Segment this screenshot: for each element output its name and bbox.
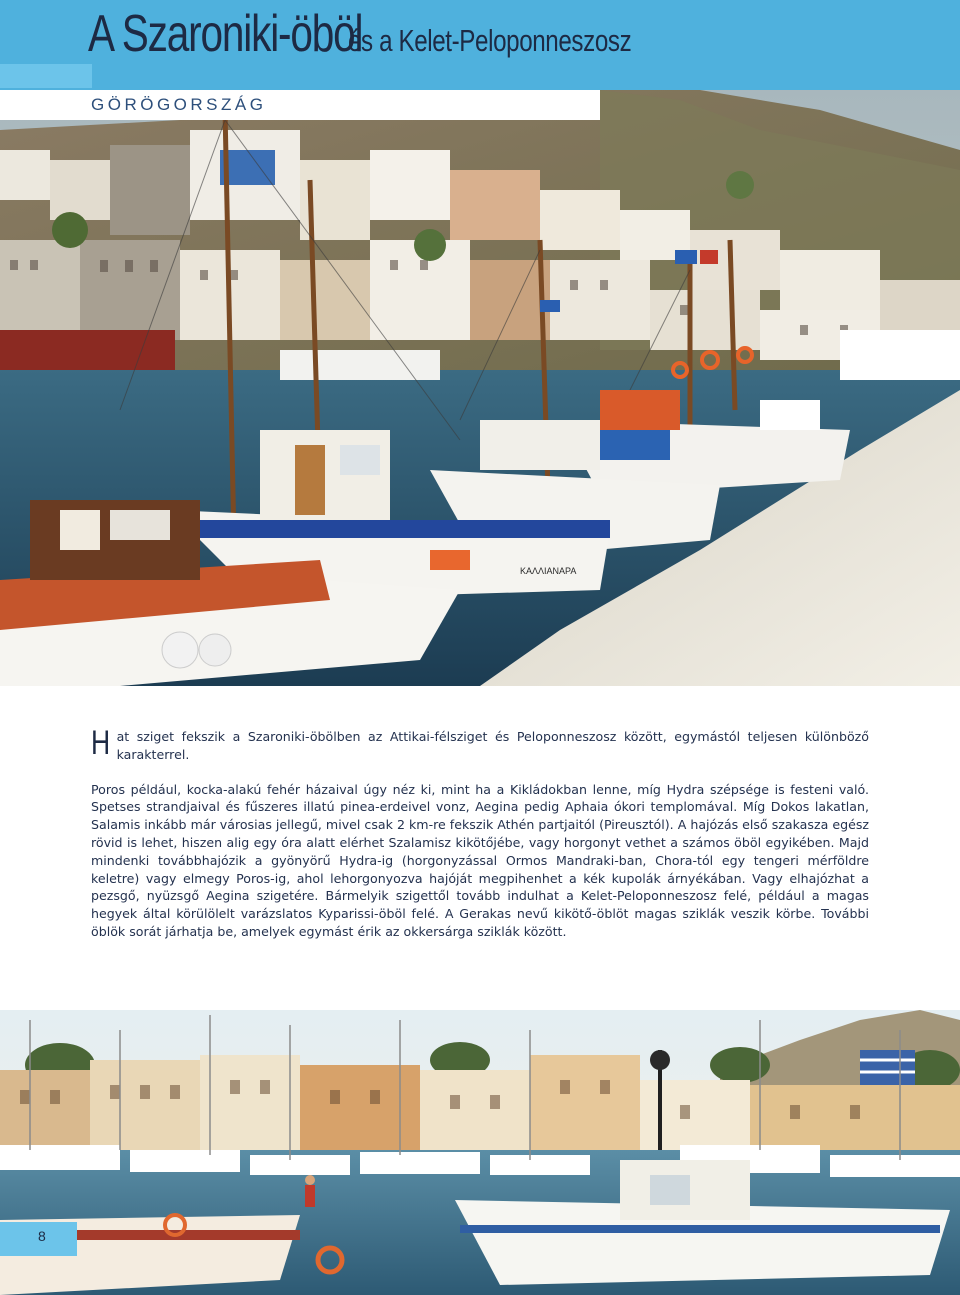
- harbor-town-photo: [0, 1010, 960, 1295]
- title-main: A Szaroniki-öböl: [88, 5, 363, 63]
- title-sub: és a Kelet-Peloponneszosz: [347, 23, 632, 58]
- article-body: [91, 724, 869, 941]
- main-paragraph: Poros például, kocka-alakú fehér házaival úgy néz ki, mint ha a Kikládokban lenne, míg Hydra szépsége is festeni való. Spetses strandjaival és fűszeres illatú pinea-erdeivel vonz, Aegina pedig Aphaia ókori templomával. Míg Dokos lakatlan, Salamis inkább már városias jellegű, mivel csak 2 km-re fekszik Athén partjaitól (Pireusztól). A hajózás első szakasza egész rövid is lehet, hiszen alig egy óra alatt elérhet Szalamisz kikötőjébe, vagy horgonyt vethet a számos öböl egyikében. Majd mindenki továbbhajózik a gyönyörű Hydra-ig (horgonyzással Ormos Mandraki-ban, Chora-tól egy tengeri mérföldre keletre) vagy elmegy Poros-ig, ahol lehorgonyozva hajóját megpihenhet a kék kupolák árnyékában. Vagy elhajózhat a pezsgő, nyüzsgő Aegina szigetére. Bármelyik szigettől tovább indulhat a Kelet-Peloponneszosz felé, például a magas hegyek által körülölelt varázslatos Kyparissi-öböl felé. A Gerakas nevű kikötő-öblöt magas sziklák veszik körbe. További öblök sorát járhatja be, amelyek egymást érik az okkersárga sziklák között.: [91, 781, 869, 939]
- page-number: 8: [38, 1228, 46, 1244]
- page-title: [88, 2, 711, 66]
- fishing-boats-harbor-photo: [0, 90, 960, 686]
- header-accent-square: [0, 64, 92, 88]
- country-band: [0, 90, 600, 120]
- boat-lettering: ΚΑΛΛΙΑΝΑΡΑ: [520, 566, 577, 576]
- intro-text: at sziget fekszik a Szaroniki-öbölben az Attikai-félsziget és Peloponneszosz között, egymástól teljesen különböző karakterrel.: [116, 729, 869, 762]
- country-label: GÖRÖGORSZÁG: [91, 95, 267, 114]
- intro-paragraph: [91, 724, 869, 764]
- dropcap: H: [91, 724, 111, 762]
